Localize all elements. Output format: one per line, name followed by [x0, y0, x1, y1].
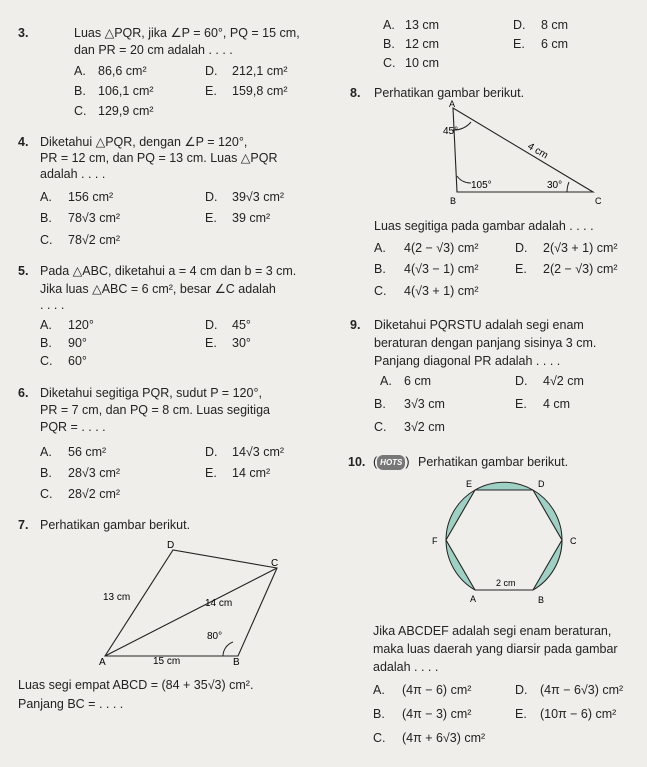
q7-vertex-d: D: [167, 540, 175, 551]
q4-option-e-label[interactable]: E.: [205, 211, 217, 225]
q10-option-a[interactable]: (4π − 6) cm²: [402, 683, 472, 697]
q6-line3: PQR = . . . .: [40, 420, 106, 434]
q8-angle-105: 105°: [471, 180, 492, 191]
q10-vertex-c: C: [570, 536, 577, 546]
q8-option-a[interactable]: 4(2 − √3) cm²: [404, 241, 479, 255]
q6-option-b[interactable]: 28√3 cm²: [68, 466, 121, 480]
q10-option-b-label[interactable]: B.: [373, 707, 385, 721]
q7-option-d[interactable]: 8 cm: [541, 18, 569, 32]
q9-number: 9.: [350, 318, 361, 332]
q7-angle-80: 80°: [207, 631, 223, 642]
q8-angle-c-arc: [567, 182, 569, 192]
q5-option-a[interactable]: 120°: [68, 318, 94, 332]
q6-line1: Diketahui segitiga PQR, sudut P = 120°,: [40, 386, 262, 400]
q7-number: 7.: [18, 518, 29, 532]
q7-line3: Panjang BC = . . . .: [18, 697, 124, 711]
q10-line4: adalah . . . .: [373, 660, 439, 674]
q10-hexagon-figure: [420, 470, 590, 620]
q9-option-a[interactable]: 6 cm: [404, 374, 432, 388]
q8-option-e[interactable]: 2(2 − √3) cm²: [543, 262, 618, 276]
q6-number: 6.: [18, 386, 29, 400]
q10-line2: Jika ABCDEF adalah segi enam beraturan,: [373, 624, 612, 638]
q10-option-e-label[interactable]: E.: [515, 707, 527, 721]
q3-number: 3.: [18, 26, 29, 40]
q3-line2: dan PR = 20 cm adalah . . . .: [74, 43, 233, 57]
q7-line2: Luas segi empat ABCD = (84 + 35√3) cm².: [18, 678, 254, 692]
q4-option-d-label[interactable]: D.: [205, 190, 218, 204]
q7-option-e-label[interactable]: E.: [513, 37, 525, 51]
q3-option-d[interactable]: 212,1 cm²: [232, 64, 288, 78]
q4-number: 4.: [18, 135, 29, 149]
q7-diagonal-ac: [105, 568, 277, 656]
q8-angle-30: 30°: [547, 180, 563, 191]
q6-line2: PR = 7 cm, dan PQ = 8 cm. Luas segitiga: [40, 403, 270, 417]
q10-option-a-label[interactable]: A.: [373, 683, 385, 697]
q10-option-c-label[interactable]: C.: [373, 731, 386, 745]
q10-arc-de: [475, 482, 533, 490]
q4-option-a-label[interactable]: A.: [40, 190, 52, 204]
q5-option-d[interactable]: 45°: [232, 318, 251, 332]
q5-line2: Jika luas △ABC = 6 cm², besar ∠C adalah: [40, 282, 276, 296]
q8-option-c-label[interactable]: C.: [374, 284, 387, 298]
hots-icon: HOTS: [377, 455, 405, 470]
q5-line3: . . . .: [40, 298, 65, 312]
q4-line1: Diketahui △PQR, dengan ∠P = 120°,: [40, 135, 248, 149]
q10-side-2cm: 2 cm: [496, 578, 516, 588]
q3-option-b-label[interactable]: B.: [74, 84, 86, 98]
q9-option-e[interactable]: 4 cm: [543, 397, 571, 411]
q3-line1: Luas △PQR, jika ∠P = 60°, PQ = 15 cm,: [74, 26, 300, 40]
q9-option-b-label[interactable]: B.: [374, 397, 386, 411]
q5-option-c[interactable]: 60°: [68, 354, 87, 368]
q7-side-14: 14 cm: [205, 598, 233, 609]
q5-option-e-label[interactable]: E.: [205, 336, 217, 350]
q10-option-c[interactable]: (4π + 6√3) cm²: [402, 731, 486, 745]
q4-option-b-label[interactable]: B.: [40, 211, 52, 225]
q9-line3: Panjang diagonal PR adalah . . . .: [374, 354, 561, 368]
q3-option-e[interactable]: 159,8 cm²: [232, 84, 288, 98]
q9-line2: beraturan dengan panjang sisinya 3 cm.: [374, 336, 597, 350]
q6-option-e[interactable]: 14 cm²: [232, 466, 271, 480]
q10-vertex-f: F: [432, 536, 438, 546]
q6-option-a-label[interactable]: A.: [40, 445, 52, 459]
q5-option-d-label[interactable]: D.: [205, 318, 218, 332]
q7-quad-shape: [105, 550, 277, 656]
q8-option-b-label[interactable]: B.: [374, 262, 386, 276]
q7-option-a[interactable]: 13 cm: [405, 18, 440, 32]
q10-option-d[interactable]: (4π − 6√3) cm²: [540, 683, 624, 697]
q8-side-4cm: 4 cm: [525, 141, 550, 162]
q10-number: 10.: [348, 455, 366, 469]
q10-vertex-d: D: [538, 479, 545, 489]
q7-vertex-b: B: [233, 657, 240, 668]
q8-vertex-a: A: [449, 100, 456, 109]
q7-option-e[interactable]: 6 cm: [541, 37, 569, 51]
q9-option-c-label[interactable]: C.: [374, 420, 387, 434]
q8-option-d-label[interactable]: D.: [515, 241, 528, 255]
q3-option-c[interactable]: 129,9 cm²: [98, 104, 154, 118]
q9-line1: Diketahui PQRSTU adalah segi enam: [374, 318, 584, 332]
q8-vertex-b: B: [450, 196, 457, 206]
q6-option-e-label[interactable]: E.: [205, 466, 217, 480]
q6-option-c[interactable]: 28√2 cm²: [68, 487, 121, 501]
q5-number: 5.: [18, 264, 29, 278]
q8-triangle-figure: [435, 100, 615, 212]
q8-angle-b-arc: [457, 176, 471, 183]
q4-line2: PR = 12 cm, dan PQ = 13 cm. Luas △PQR: [40, 151, 278, 165]
q7-option-c[interactable]: 10 cm: [405, 56, 440, 70]
q8-option-a-label[interactable]: A.: [374, 241, 386, 255]
q6-option-c-label[interactable]: C.: [40, 487, 53, 501]
q9-option-d-label[interactable]: D.: [515, 374, 528, 388]
q5-option-a-label[interactable]: A.: [40, 318, 52, 332]
q10-vertex-a: A: [470, 594, 477, 604]
q9-option-a-label[interactable]: A.: [380, 374, 392, 388]
q5-option-b-label[interactable]: B.: [40, 336, 52, 350]
q4-option-a[interactable]: 156 cm²: [68, 190, 114, 204]
q8-option-b[interactable]: 4(√3 − 1) cm²: [404, 262, 479, 276]
q8-number: 8.: [350, 86, 361, 100]
q5-option-e[interactable]: 30°: [232, 336, 251, 350]
q3-option-d-label[interactable]: D.: [205, 64, 218, 78]
q5-line1: Pada △ABC, diketahui a = 4 cm dan b = 3 cm.: [40, 264, 297, 278]
q10-option-b[interactable]: (4π − 3) cm²: [402, 707, 472, 721]
q3-option-b[interactable]: 106,1 cm²: [98, 84, 154, 98]
q7-option-c-label[interactable]: C.: [383, 56, 396, 70]
q5-option-c-label[interactable]: C.: [40, 354, 53, 368]
q7-option-d-label[interactable]: D.: [513, 18, 526, 32]
q7-vertex-a: A: [99, 657, 106, 668]
q9-option-c[interactable]: 3√2 cm: [404, 420, 445, 434]
q8-angle-45: 45°: [443, 126, 459, 137]
q4-option-b[interactable]: 78√3 cm²: [68, 211, 121, 225]
q8-line1: Perhatikan gambar berikut.: [374, 86, 525, 100]
q7-option-b[interactable]: 12 cm: [405, 37, 440, 51]
q8-option-e-label[interactable]: E.: [515, 262, 527, 276]
q5-option-b[interactable]: 90°: [68, 336, 87, 350]
q8-vertex-c: C: [595, 196, 602, 206]
q3-option-c-label[interactable]: C.: [74, 104, 87, 118]
q4-option-e[interactable]: 39 cm²: [232, 211, 271, 225]
q7-vertex-c: C: [271, 558, 279, 569]
q10-line1: Perhatikan gambar berikut.: [418, 455, 569, 469]
q4-option-d[interactable]: 39√3 cm²: [232, 190, 285, 204]
q6-option-d-label[interactable]: D.: [205, 445, 218, 459]
q10-option-e[interactable]: (10π − 6) cm²: [540, 707, 617, 721]
q4-line3: adalah . . . .: [40, 167, 106, 181]
q9-option-b[interactable]: 3√3 cm: [404, 397, 445, 411]
q4-option-c-label[interactable]: C.: [40, 233, 53, 247]
q7-option-a-label[interactable]: A.: [383, 18, 395, 32]
q6-option-a[interactable]: 56 cm²: [68, 445, 107, 459]
q3-option-e-label[interactable]: E.: [205, 84, 217, 98]
q6-option-b-label[interactable]: B.: [40, 466, 52, 480]
q7-quadrilateral-figure: [95, 538, 295, 668]
q10-vertex-e: E: [466, 479, 473, 489]
q7-angle-arc: [223, 642, 233, 656]
q3-option-a[interactable]: 86,6 cm²: [98, 64, 147, 78]
q10-line3: maka luas daerah yang diarsir pada gambar: [373, 642, 618, 656]
q3-option-a-label[interactable]: A.: [74, 64, 86, 78]
q10-vertex-b: B: [538, 595, 545, 605]
q6-option-d[interactable]: 14√3 cm²: [232, 445, 285, 459]
q4-option-c[interactable]: 78√2 cm²: [68, 233, 121, 247]
q8-option-d[interactable]: 2(√3 + 1) cm²: [543, 241, 618, 255]
q7-line1: Perhatikan gambar berikut.: [40, 518, 191, 532]
q7-side-13: 13 cm: [103, 592, 131, 603]
q10-hots-badge: ( HOTS ): [373, 455, 410, 469]
q7-option-b-label[interactable]: B.: [383, 37, 395, 51]
q7-side-15: 15 cm: [153, 656, 181, 667]
q10-option-d-label[interactable]: D.: [515, 683, 528, 697]
q9-option-e-label[interactable]: E.: [515, 397, 527, 411]
q8-option-c[interactable]: 4(√3 + 1) cm²: [404, 284, 479, 298]
q8-line2: Luas segitiga pada gambar adalah . . . .: [374, 219, 594, 233]
q9-option-d[interactable]: 4√2 cm: [543, 374, 584, 388]
